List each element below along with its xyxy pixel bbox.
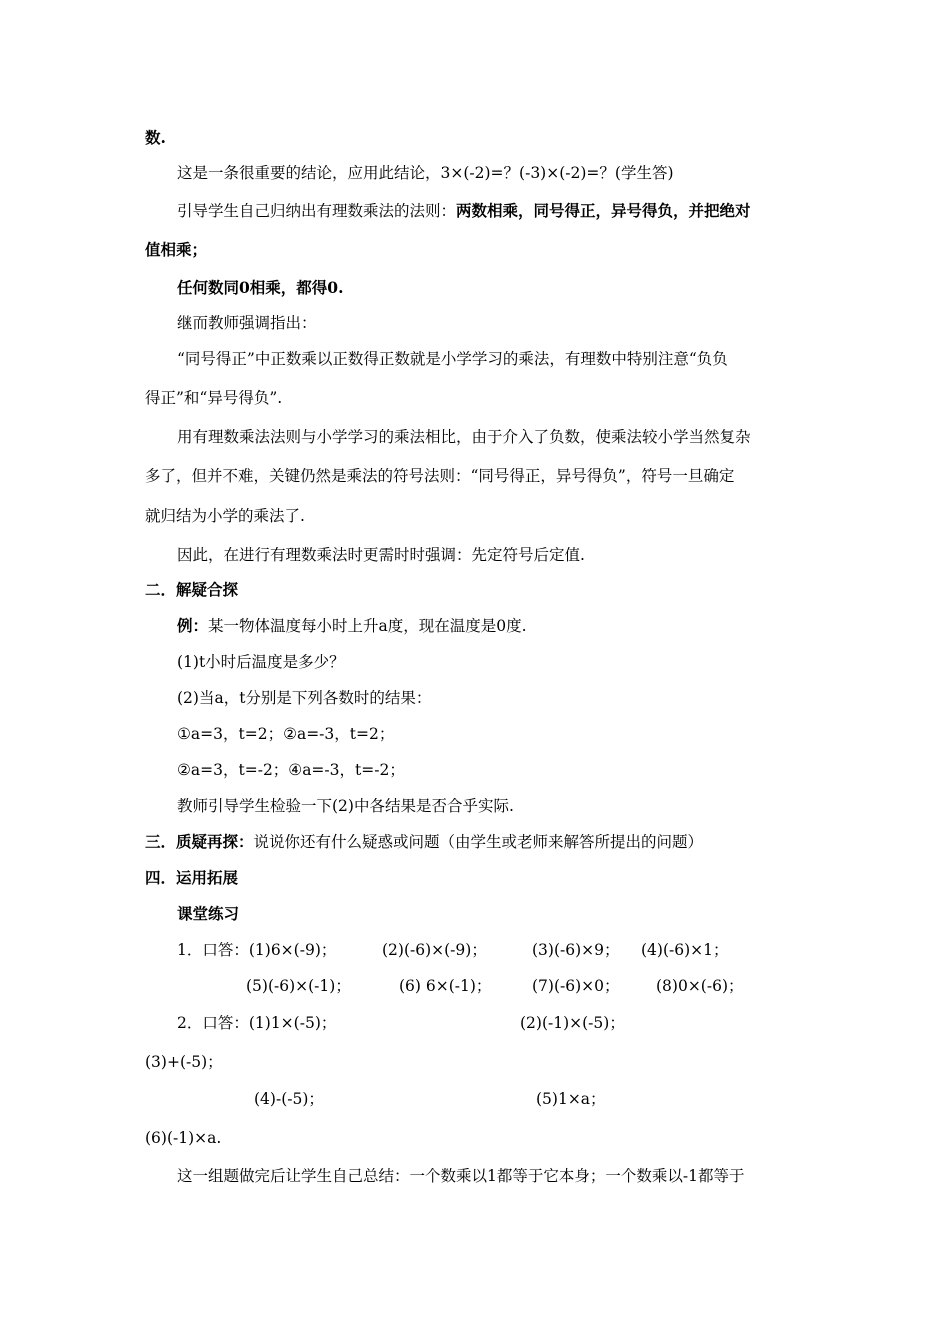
exercise-item: 1．口答：(1)6×(-9)； [177, 941, 337, 959]
text-line: 得正”和“异号得负”. [145, 389, 283, 407]
section-heading: 四．运用拓展 [145, 868, 239, 887]
text-line: 因此，在进行有理数乘法时更需时时强调：先定符号后定值. [177, 546, 585, 564]
rule-bold-text: 值相乘； [145, 240, 208, 259]
exercise-item: (6) 6×(-1)； [399, 977, 492, 995]
text-line: 继而教师强调指出： [177, 314, 317, 332]
exercise-item: (4)(-6)×1； [641, 941, 729, 959]
section-heading: 三．质疑再探： [145, 832, 254, 851]
exercise-item: (8)0×(-6)； [656, 977, 744, 995]
rule-bold-text: 两数相乘，同号得正，异号得负，并把绝对 [456, 201, 751, 220]
section-heading-line [145, 832, 703, 852]
rule-bold-text: 任何数同0相乘，都得0. [177, 278, 344, 297]
question-line: (2)当a，t分别是下列各数时的结果： [177, 689, 432, 707]
example-line [177, 616, 527, 636]
exercise-item: (2)(-6)×(-9)； [382, 941, 487, 959]
question-line: (1)t小时后温度是多少？ [177, 653, 345, 671]
example-label: 例： [177, 616, 209, 635]
case-line: ①a=3，t=2；②a=-3，t=2； [177, 725, 395, 743]
text-line: 数. [145, 128, 166, 147]
exercise-item: (7)(-6)×0； [532, 977, 620, 995]
section-heading: 二．解疑合探 [145, 580, 239, 599]
exercise-item: (3)+(-5)； [145, 1053, 223, 1071]
case-line: ②a=3，t=-2；④a=-3，t=-2； [177, 761, 405, 779]
example-text: 某一物体温度每小时上升a度，现在温度是0度. [208, 617, 527, 635]
exercise-item: (3)(-6)×9； [532, 941, 620, 959]
text-span: 说说你还有什么疑惑或问题（由学生或老师来解答所提出的问题） [253, 833, 704, 851]
text-line: 教师引导学生检验一下(2)中各结果是否合乎实际. [177, 797, 514, 815]
text-line [177, 201, 751, 221]
text-line: 多了，但并不难，关键仍然是乘法的符号法则：“同号得正，异号得负”，符号一旦确定 [145, 467, 735, 485]
exercise-item: 2．口答：(1)1×(-5)； [177, 1014, 337, 1032]
text-line: 这是一条很重要的结论，应用此结论，3×(-2)=？(-3)×(-2)=？(学生答) [177, 164, 674, 182]
subheading: 课堂练习 [177, 904, 240, 923]
text-line: 这一组题做完后让学生自己总结：一个数乘以1都等于它本身；一个数乘以-1都等于 [177, 1167, 745, 1185]
exercise-item: (2)(-1)×(-5)； [520, 1014, 625, 1032]
exercise-item: (5)(-6)×(-1)； [246, 977, 351, 995]
text-line: 用有理数乘法法则与小学学习的乘法相比，由于介入了负数，使乘法较小学当然复杂 [177, 428, 751, 446]
text-line: 就归结为小学的乘法了. [145, 507, 305, 525]
exercise-item: (4)-(-5)； [254, 1090, 324, 1108]
exercise-item: (6)(-1)×a. [145, 1129, 222, 1147]
exercise-item: (5)1×a； [536, 1090, 606, 1108]
text-span: 引导学生自己归纳出有理数乘法的法则： [177, 202, 457, 220]
text-line: “同号得正”中正数乘以正数得正数就是小学学习的乘法，有理数中特别注意“负负 [177, 350, 728, 368]
